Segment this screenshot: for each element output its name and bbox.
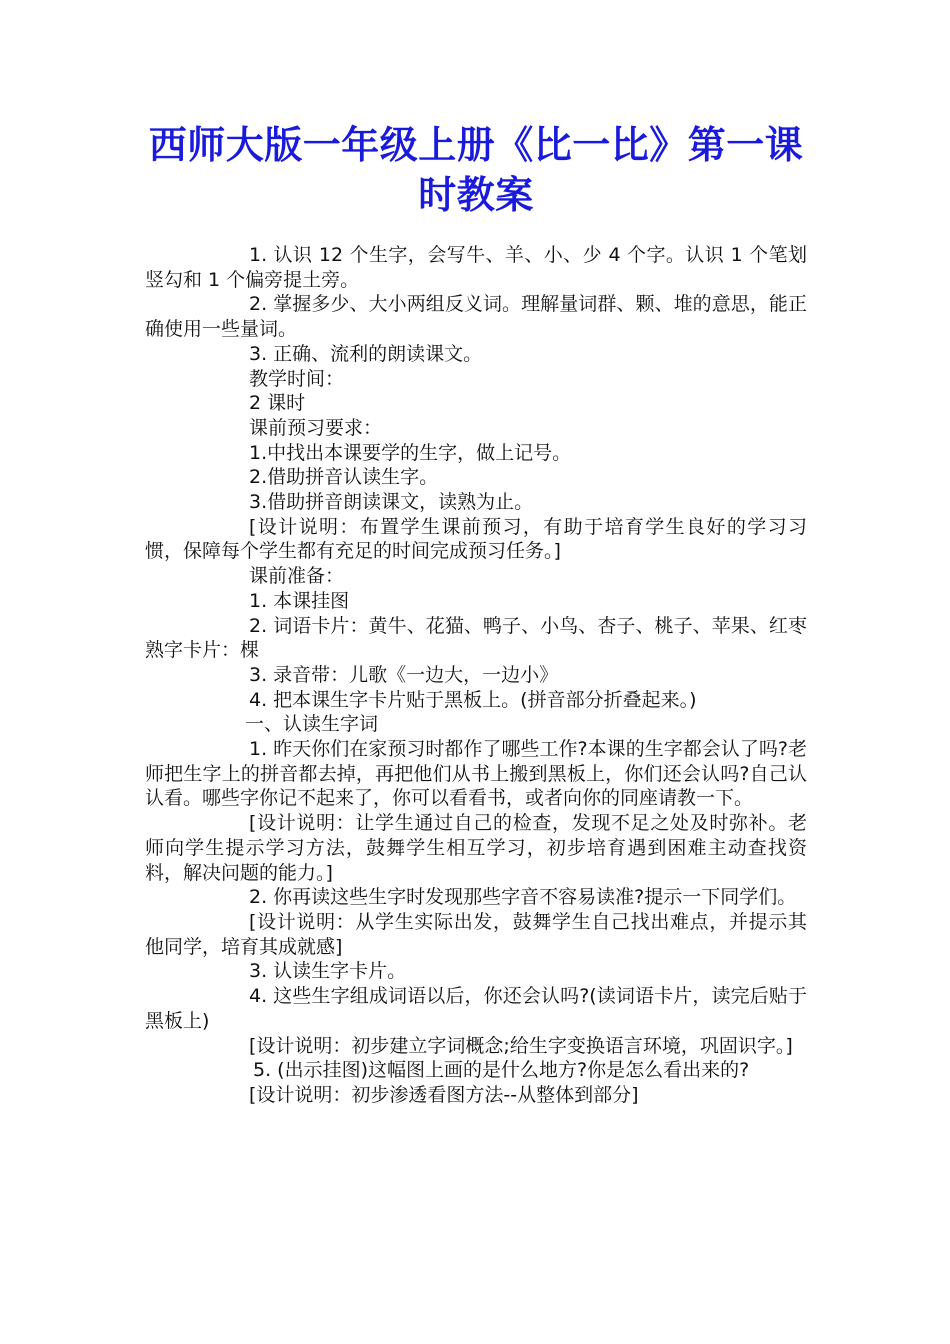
paragraph: 课前准备：	[249, 565, 345, 588]
paragraph: 1.中找出本课要学的生字，做上记号。	[249, 441, 572, 464]
paragraph: 5. (出示挂图)这幅图上画的是什么地方?你是怎么看出来的?	[253, 1059, 750, 1082]
paragraph: 1. 认识 12 个生字，会写牛、羊、小、少 4 个字。认识 1 个笔划竖勾和 1 个偏旁提土旁。	[145, 244, 807, 291]
paragraph: 1. 昨天你们在家预习时都作了哪些工作?本课的生字都会认了吗?老师把生字上的拼音都去掉，再把他们从书上搬到黑板上，你们还会认吗?自己认认看。哪些字你记不起来了，你可以看看书，或者向你的同座请教一下。	[145, 738, 807, 810]
document-page	[145, 120, 807, 1108]
paragraph: 2. 掌握多少、大小两组反义词。理解量词群、颗、堆的意思，能正确使用一些量词。	[145, 293, 807, 341]
paragraph: 4. 把本课生字卡片贴于黑板上。(拼音部分折叠起来。)	[249, 688, 697, 711]
document-body	[145, 243, 807, 1108]
paragraph: 2 课时	[249, 392, 306, 415]
design-note: [设计说明：初步渗透看图方法--从整体到部分]	[249, 1083, 639, 1106]
paragraph: 2. 词语卡片：黄牛、花猫、鸭子、小鸟、杏子、桃子、苹果、红枣熟字卡片：棵	[145, 614, 807, 662]
design-note: [设计说明：让学生通过自己的检查，发现不足之处及时弥补。老师向学生提示学习方法，鼓舞学生相互学习，初步培育遇到困难主动查找资料，解决问题的能力。]	[145, 812, 807, 884]
paragraph: 1. 本课挂图	[249, 589, 350, 612]
paragraph: 2.借助拼音认读生字。	[249, 466, 439, 489]
paragraph: 3.借助拼音朗读课文，读熟为止。	[249, 491, 534, 514]
design-note: [设计说明：布置学生课前预习，有助于培育学生良好的学习习惯，保障每个学生都有充足的时间完成预习任务。]	[145, 515, 807, 563]
section-heading: 一、认读生字词	[245, 713, 379, 736]
paragraph: 3. 认读生字卡片。	[249, 960, 407, 983]
paragraph: 3. 录音带：儿歌《一边大，一边小》	[249, 663, 559, 686]
paragraph: 4. 这些生字组成词语以后，你还会认吗?(读词语卡片，读完后贴于黑板上)	[145, 985, 807, 1032]
document-title: 西师大版一年级上册《比一比》第一课时教案	[148, 123, 804, 217]
paragraph: 2. 你再读这些生字时发现那些字音不容易读准?提示一下同学们。	[249, 886, 797, 909]
paragraph: 教学时间：	[249, 367, 345, 390]
paragraph: 课前预习要求：	[249, 416, 383, 439]
design-note: [设计说明：从学生实际出发，鼓舞学生自己找出难点，并提示其他同学，培育其成就感]	[145, 910, 807, 958]
design-note: [设计说明：初步建立字词概念;给生字变换语言环境，巩固识字。]	[249, 1034, 793, 1057]
paragraph: 3. 正确、流利的朗读课文。	[249, 342, 483, 365]
